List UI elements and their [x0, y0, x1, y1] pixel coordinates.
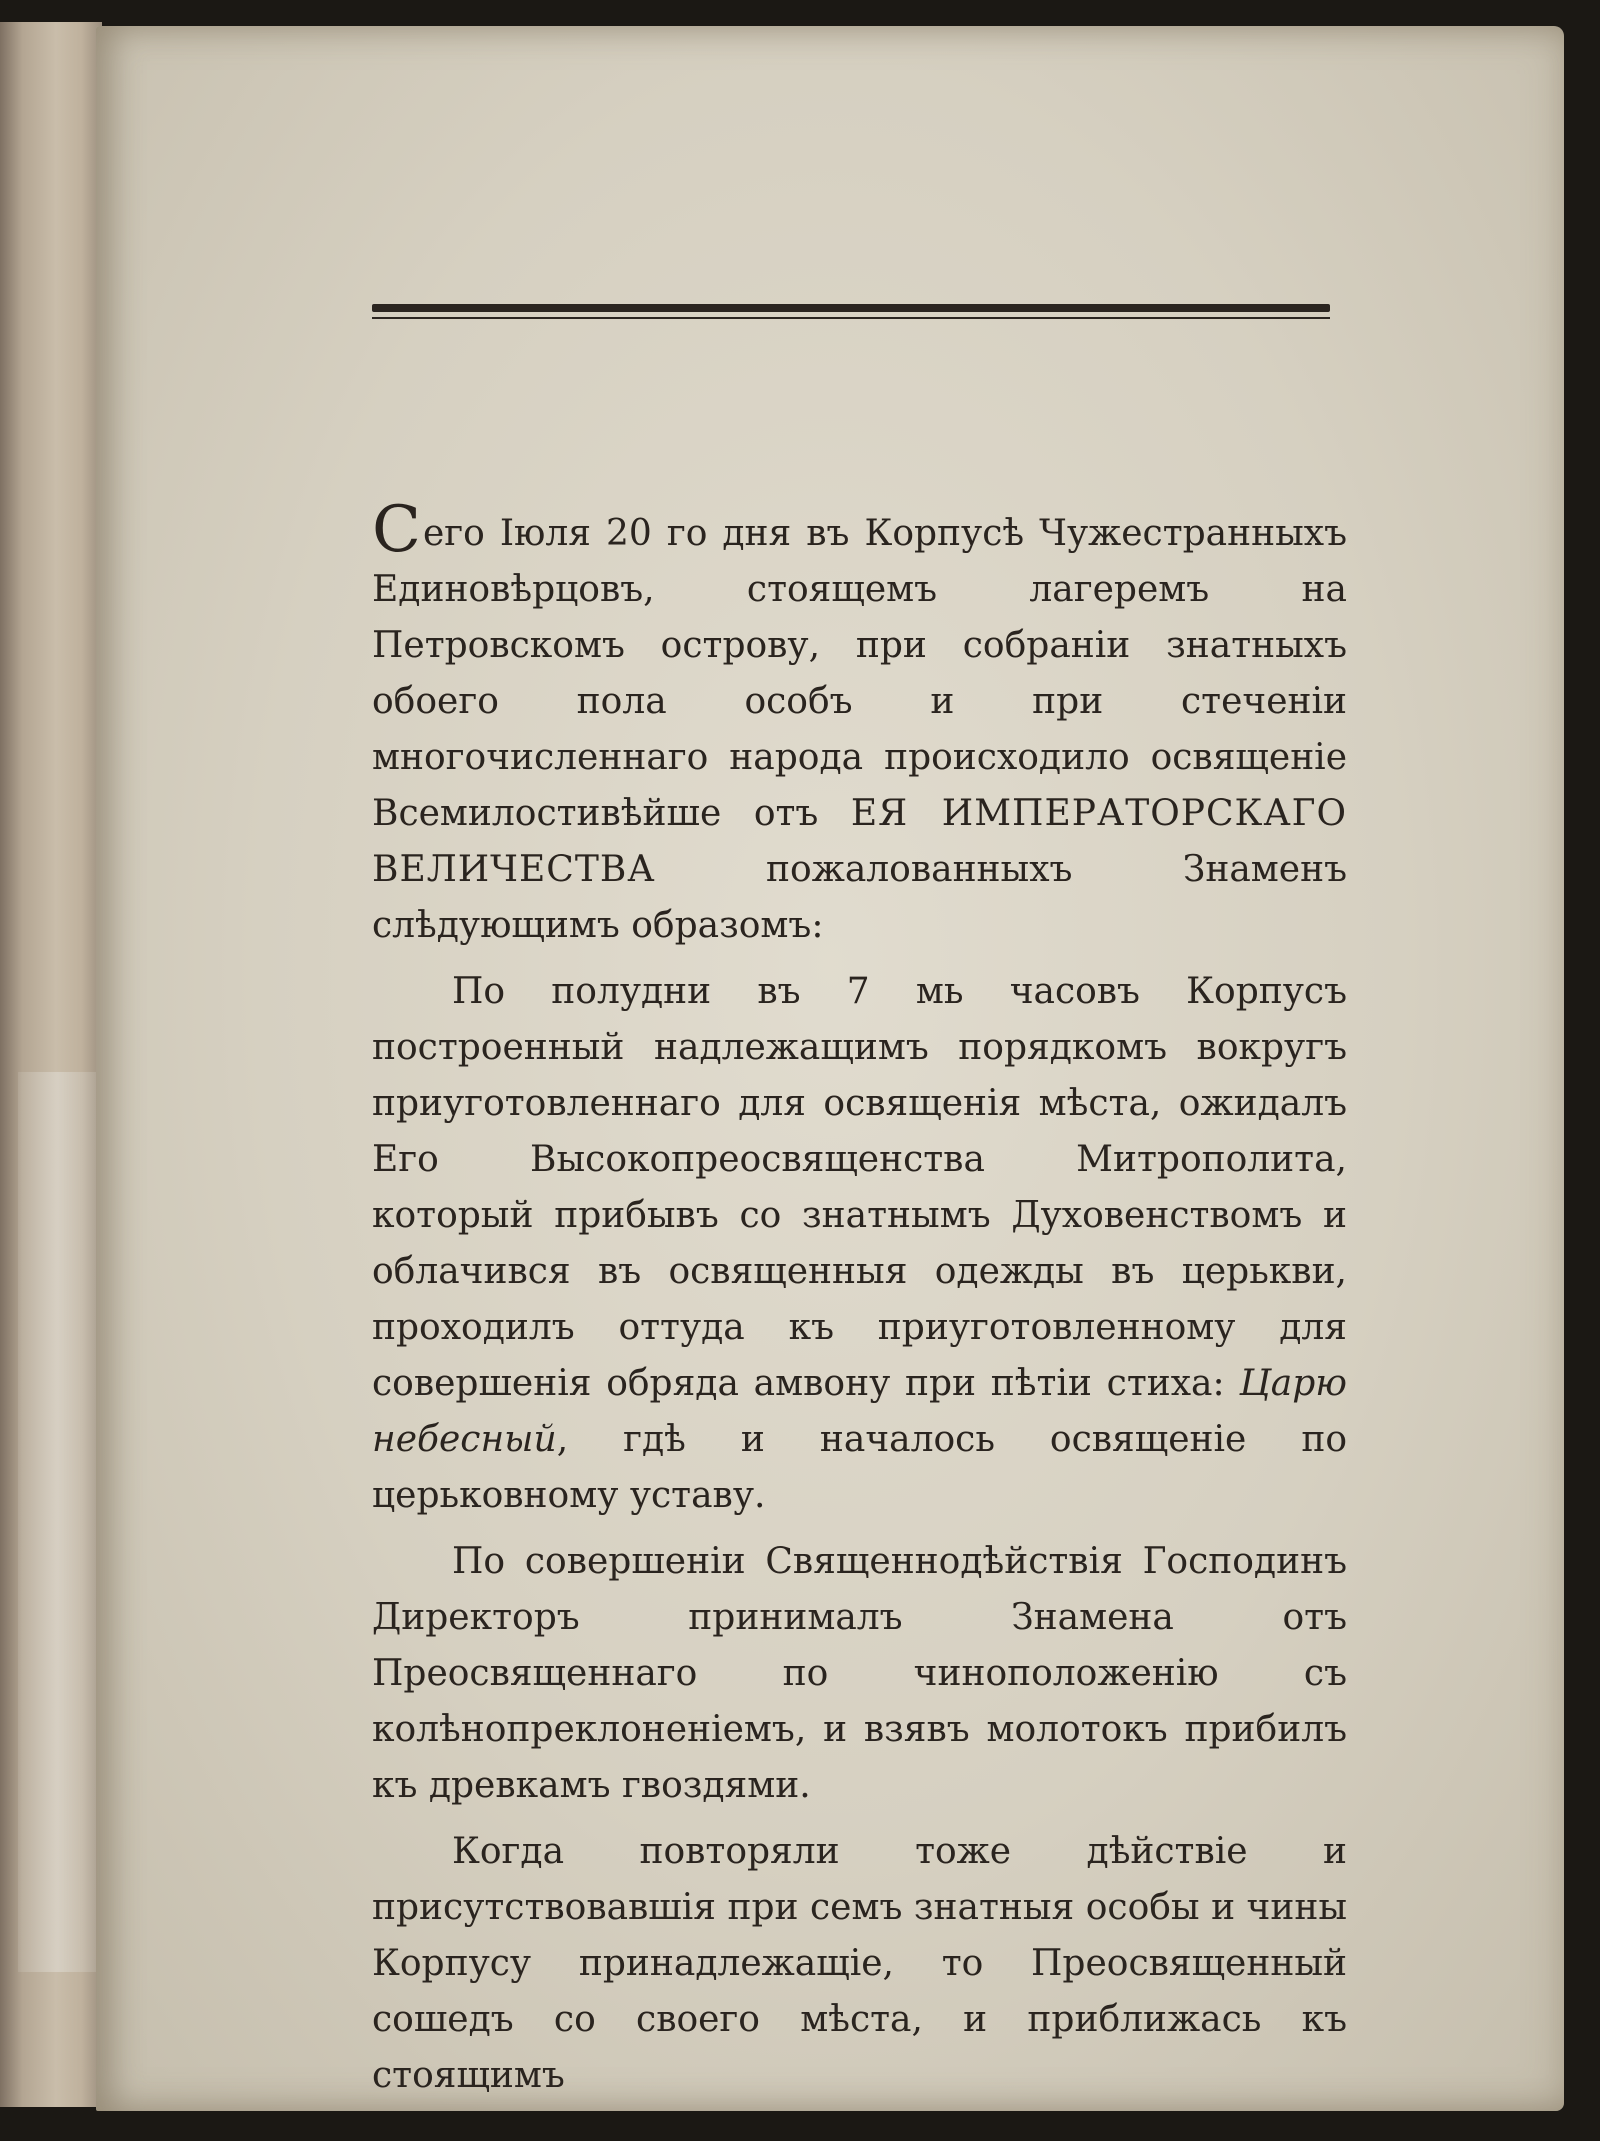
paragraph-1: [372, 493, 1347, 954]
paragraph-2-text-end: , гдѣ и началось освященіе по церьковному уставу.: [372, 1419, 1347, 1516]
paragraph-1-text: его Іюля 20 го дня въ Корпусѣ Чужестранныхъ Единовѣрцовъ, стоящемъ лагеремъ на Петровскомъ острову, при собраніи знатныхъ обоего пола особъ и при стеченіи многочисленнаго народа происходило освященіе Всемилостивѣйше отъ: [372, 513, 1347, 834]
imperial-title: ЕЯ ИМПЕРАТОРСКАГО ВЕЛИЧЕСТВА: [372, 793, 1347, 890]
header-rule-thick: [372, 304, 1330, 312]
hymn-title: Царю небесный: [372, 1363, 1347, 1460]
paragraph-2: [372, 964, 1347, 1524]
body-text: [372, 493, 1347, 2114]
paragraph-4: [372, 1824, 1347, 2104]
paragraph-4-text: Когда повторяли тоже дѣйствіе и присутствовавшія при семъ знатныя особы и чины Корпусу принадлежащіе, то Преосвященный сошедъ со своего мѣста, и приближась къ стоящимъ: [372, 1831, 1347, 2096]
paragraph-2-text: По полудни въ 7 мь часовъ Корпусъ построенный надлежащимъ порядкомъ вокругъ приуготовленнаго для освященія мѣста, ожидалъ Его Высокопреосвященства Митрополита, который прибывъ со знатнымъ Духовенствомъ и облачився въ освященныя одежды въ церькви, проходилъ оттуда къ приуготовленному для совершенія обряда амвону при пѣтіи стиха:: [372, 971, 1347, 1404]
book-binding-edge: [0, 22, 102, 2107]
header-rule-thin: [372, 317, 1330, 319]
paragraph-3-text: По совершеніи Священнодѣйствія Господинъ Директоръ принималъ Знамена отъ Преосвященнаго по чиноположенію съ колѣнопреклоненіемъ, и взявъ молотокъ прибилъ къ древкамъ гвоздями.: [372, 1541, 1347, 1806]
page: [96, 26, 1564, 2111]
drop-cap: С: [372, 493, 421, 567]
paragraph-3: [372, 1534, 1347, 1814]
paragraph-1-text-end: пожалованныхъ Знаменъ слѣдующимъ образомъ:: [372, 849, 1347, 946]
